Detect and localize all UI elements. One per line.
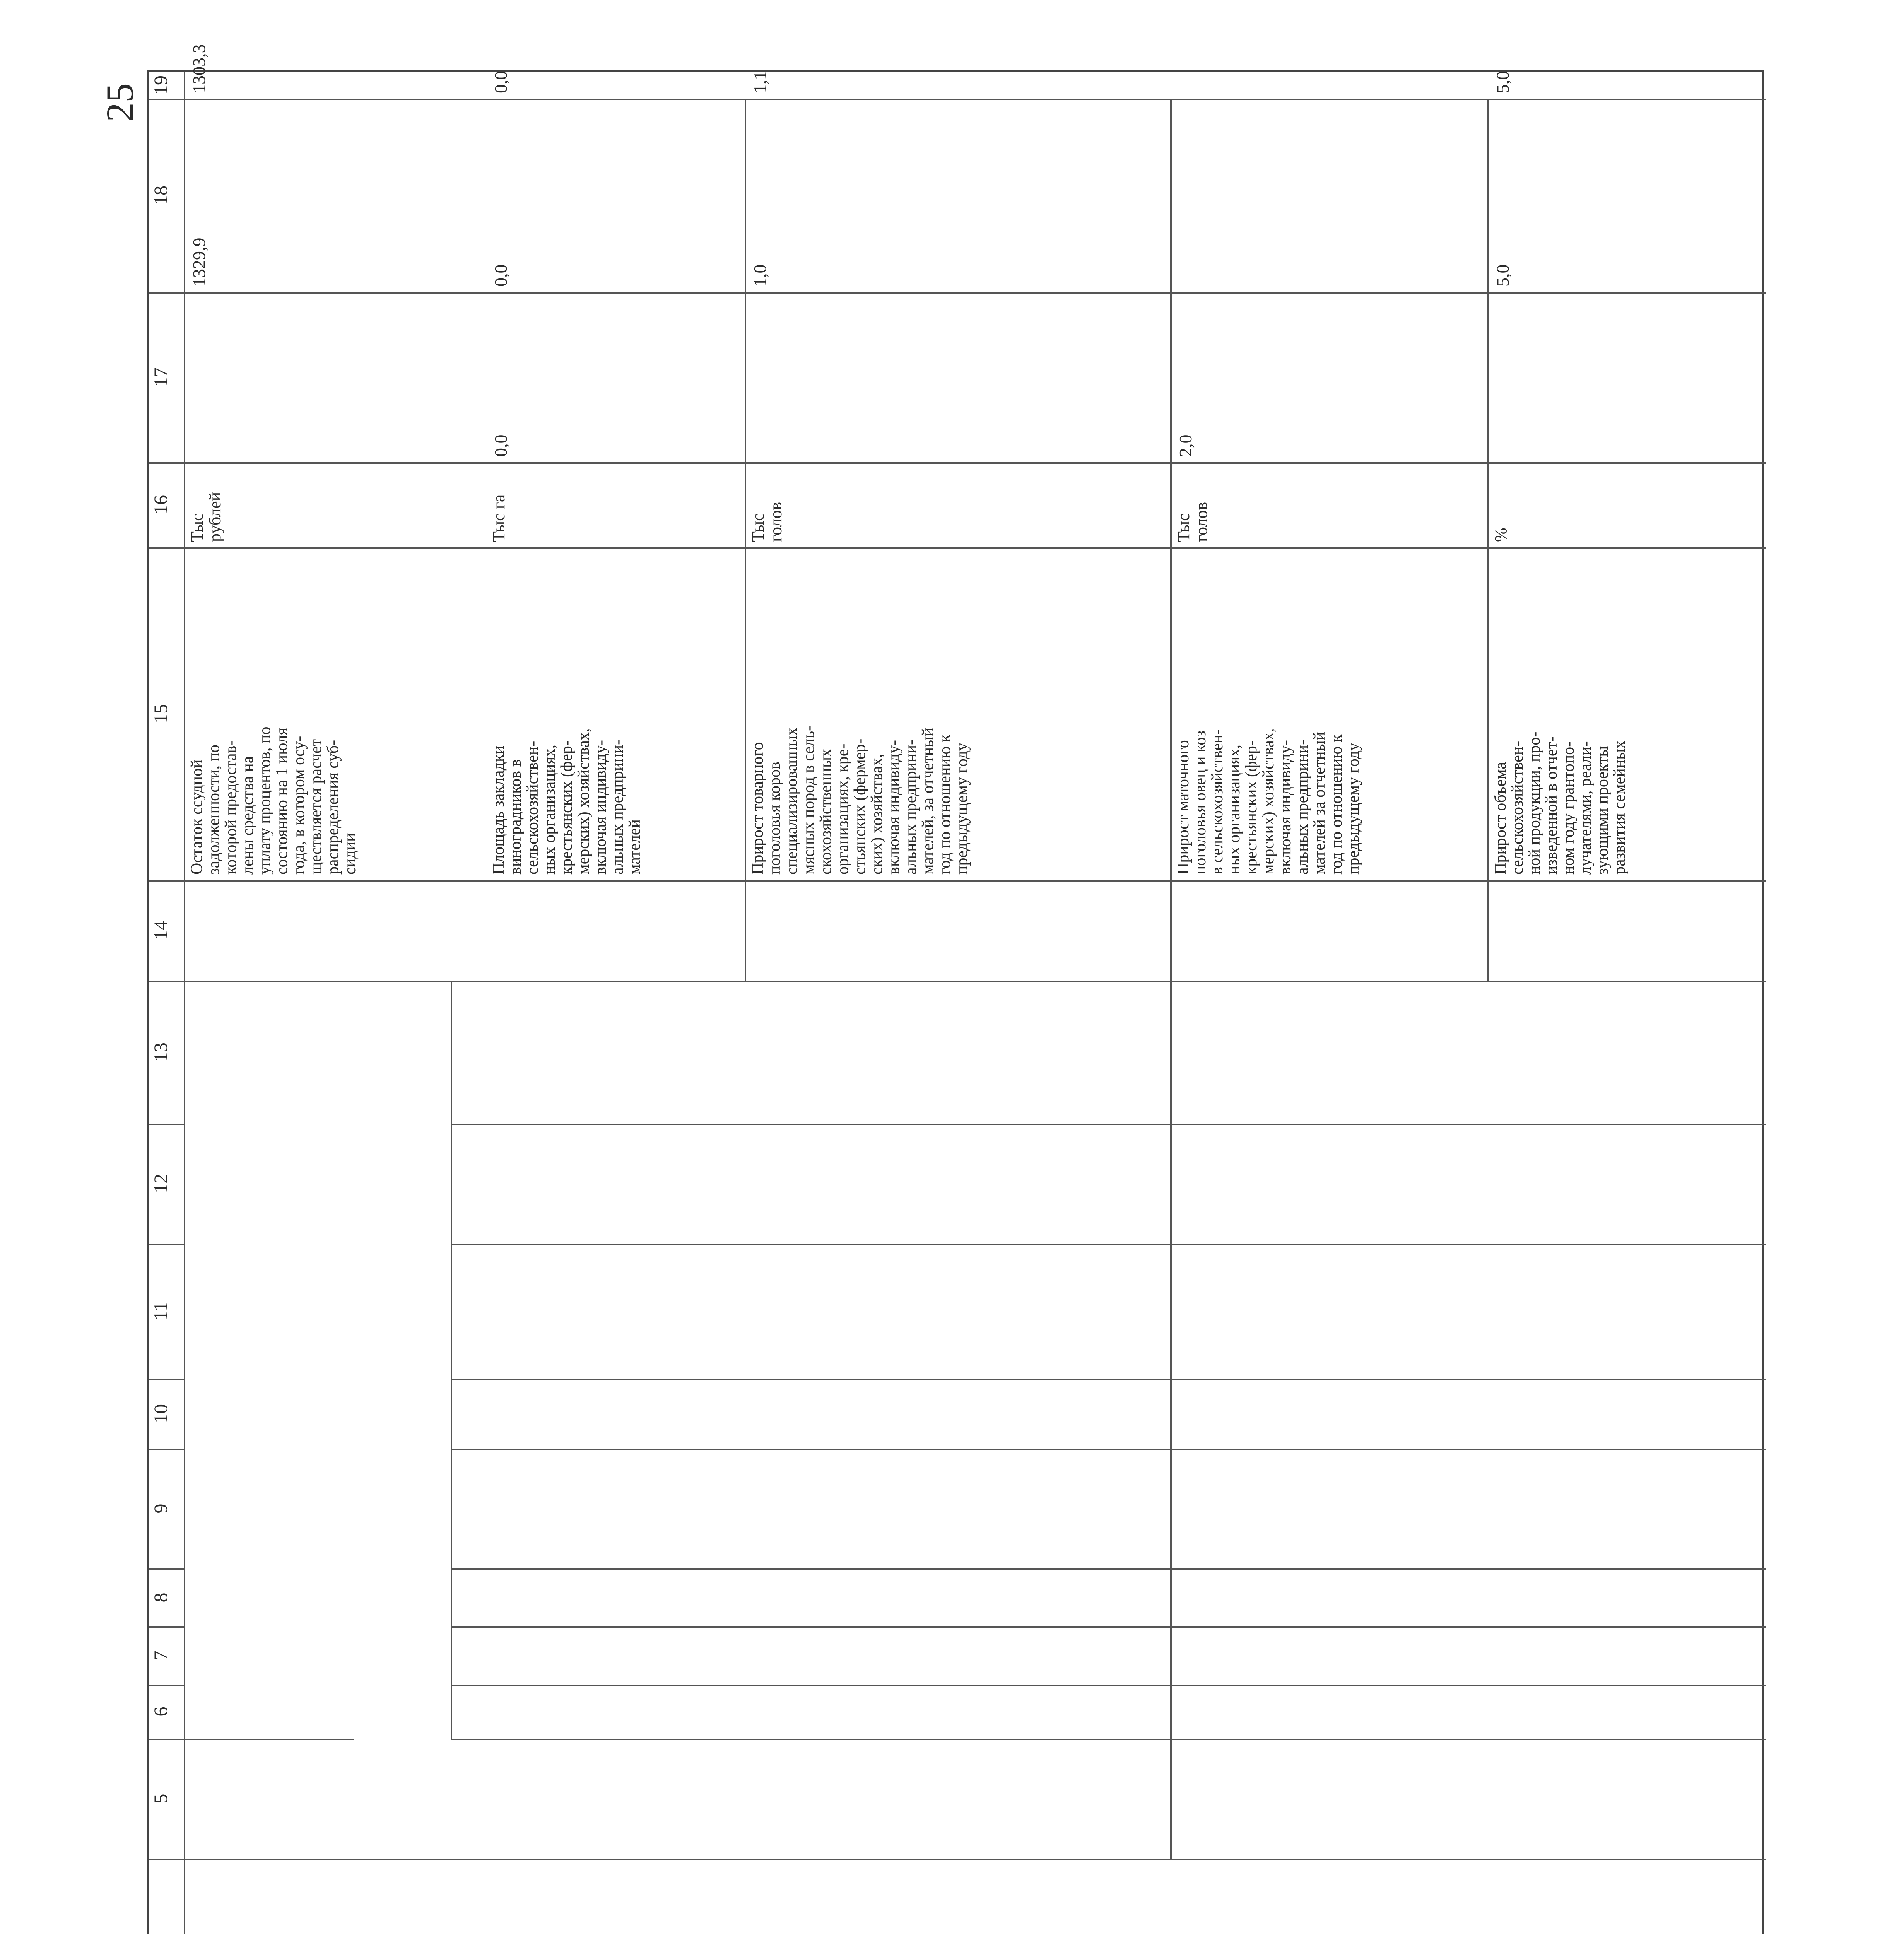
value-col-19: 1303,3 bbox=[189, 44, 209, 93]
column-header-15: 15 bbox=[150, 704, 171, 723]
value-col-17: 0,0 bbox=[491, 434, 511, 457]
column-separator bbox=[451, 1739, 1766, 1740]
column-separator bbox=[451, 1124, 1766, 1125]
value-col-18: 0,0 bbox=[491, 264, 511, 287]
column-header-13: 13 bbox=[150, 1042, 171, 1062]
column-separator bbox=[184, 1859, 1766, 1860]
column-header-5: 5 bbox=[150, 1794, 171, 1804]
column-header-16: 16 bbox=[150, 495, 171, 514]
value-col-19 bbox=[1175, 75, 1485, 93]
column-separator bbox=[451, 1244, 1766, 1245]
column-separator bbox=[184, 99, 1766, 100]
unit-cell: Тыс рублей bbox=[188, 492, 224, 542]
unit-cell: Тыс га bbox=[489, 494, 508, 542]
indicator-text: Остаток ссудной задолженности, по которой предостав- лены средства на уплату процентов, по состоянию на 1 июля года, в котором осу- ществляется расчет распределения суб- сидии bbox=[188, 726, 359, 875]
row-separator bbox=[1487, 99, 1489, 981]
column-separator bbox=[184, 547, 1766, 549]
column-separator bbox=[451, 1685, 1766, 1686]
value-col-17 bbox=[749, 296, 1168, 457]
column-separator bbox=[451, 1379, 1766, 1380]
header-band-divider bbox=[184, 72, 185, 1934]
row-separator bbox=[745, 99, 746, 981]
column-separator bbox=[451, 1626, 1766, 1628]
column-header-9: 9 bbox=[150, 1503, 171, 1514]
column-separator bbox=[184, 1739, 354, 1740]
row-separator bbox=[451, 981, 452, 1739]
row-separator bbox=[1170, 547, 1172, 1859]
column-header-14: 14 bbox=[150, 921, 171, 940]
column-header-4 bbox=[149, 1859, 184, 1934]
indicator-text: Площадь закладки виноградников в сельскохозяйствен- ных организациях, крестьянских (фер- мерских) хозяйствах, включая индивиду- альных предприни- мателей bbox=[490, 728, 644, 875]
column-header-12: 12 bbox=[150, 1174, 171, 1193]
column-header-19: 19 bbox=[150, 75, 171, 95]
value-col-19: 0,0 bbox=[491, 71, 511, 93]
column-header-8: 8 bbox=[150, 1592, 171, 1603]
column-header-18: 18 bbox=[150, 186, 171, 205]
unit-cell: Тыс голов bbox=[749, 502, 785, 542]
column-separator bbox=[184, 981, 1766, 982]
column-header-6: 6 bbox=[150, 1707, 171, 1717]
column-header-17: 17 bbox=[150, 367, 171, 387]
value-col-17 bbox=[188, 296, 483, 457]
column-separator bbox=[451, 1568, 1766, 1570]
page-number: 25 bbox=[98, 83, 141, 122]
value-col-18 bbox=[1175, 103, 1485, 287]
column-header-11: 11 bbox=[150, 1302, 171, 1321]
value-col-18: 1,0 bbox=[750, 264, 770, 287]
column-header-10: 10 bbox=[150, 1404, 171, 1423]
value-col-19: 5,0 bbox=[1493, 71, 1513, 93]
value-col-17 bbox=[1492, 296, 1764, 457]
indicator-text: Прирост объема сельскохозяйствен- ной продукции, про- изведенной в отчет- ном году грантопо- лучателями, реали- зующими проекты развития семейных bbox=[1492, 731, 1629, 875]
column-separator bbox=[184, 462, 1766, 464]
column-separator bbox=[451, 1449, 1766, 1450]
column-separator bbox=[184, 880, 1766, 882]
unit-cell: Тыс голов bbox=[1174, 502, 1211, 542]
value-col-17: 2,0 bbox=[1176, 434, 1195, 457]
indicator-text: Прирост товарного поголовья коров специализированных мясных пород в сель- скохозяйственных организациях, кре- стьянских (фермер- ских) хозяйствах, включая индивиду- альных предприни- мателей, за отчетный год по отношению к предыдущему году bbox=[749, 725, 971, 875]
value-col-18: 5,0 bbox=[1493, 264, 1513, 287]
column-header-7: 7 bbox=[150, 1650, 171, 1661]
value-col-19: 1,1 bbox=[750, 71, 770, 93]
unit-cell: % bbox=[1491, 528, 1510, 542]
indicator-table bbox=[147, 44, 1764, 1934]
value-col-18: 1329,9 bbox=[189, 237, 209, 287]
column-separator bbox=[184, 292, 1766, 294]
indicator-text: Прирост маточного поголовья овец и коз в сельскохозяйствен- ных организациях, крестьянских (фер- мерских) хозяйствах, включая индивиду- альных предприни- мателей за отчетный год по отношению к предыдущему году bbox=[1174, 728, 1362, 875]
